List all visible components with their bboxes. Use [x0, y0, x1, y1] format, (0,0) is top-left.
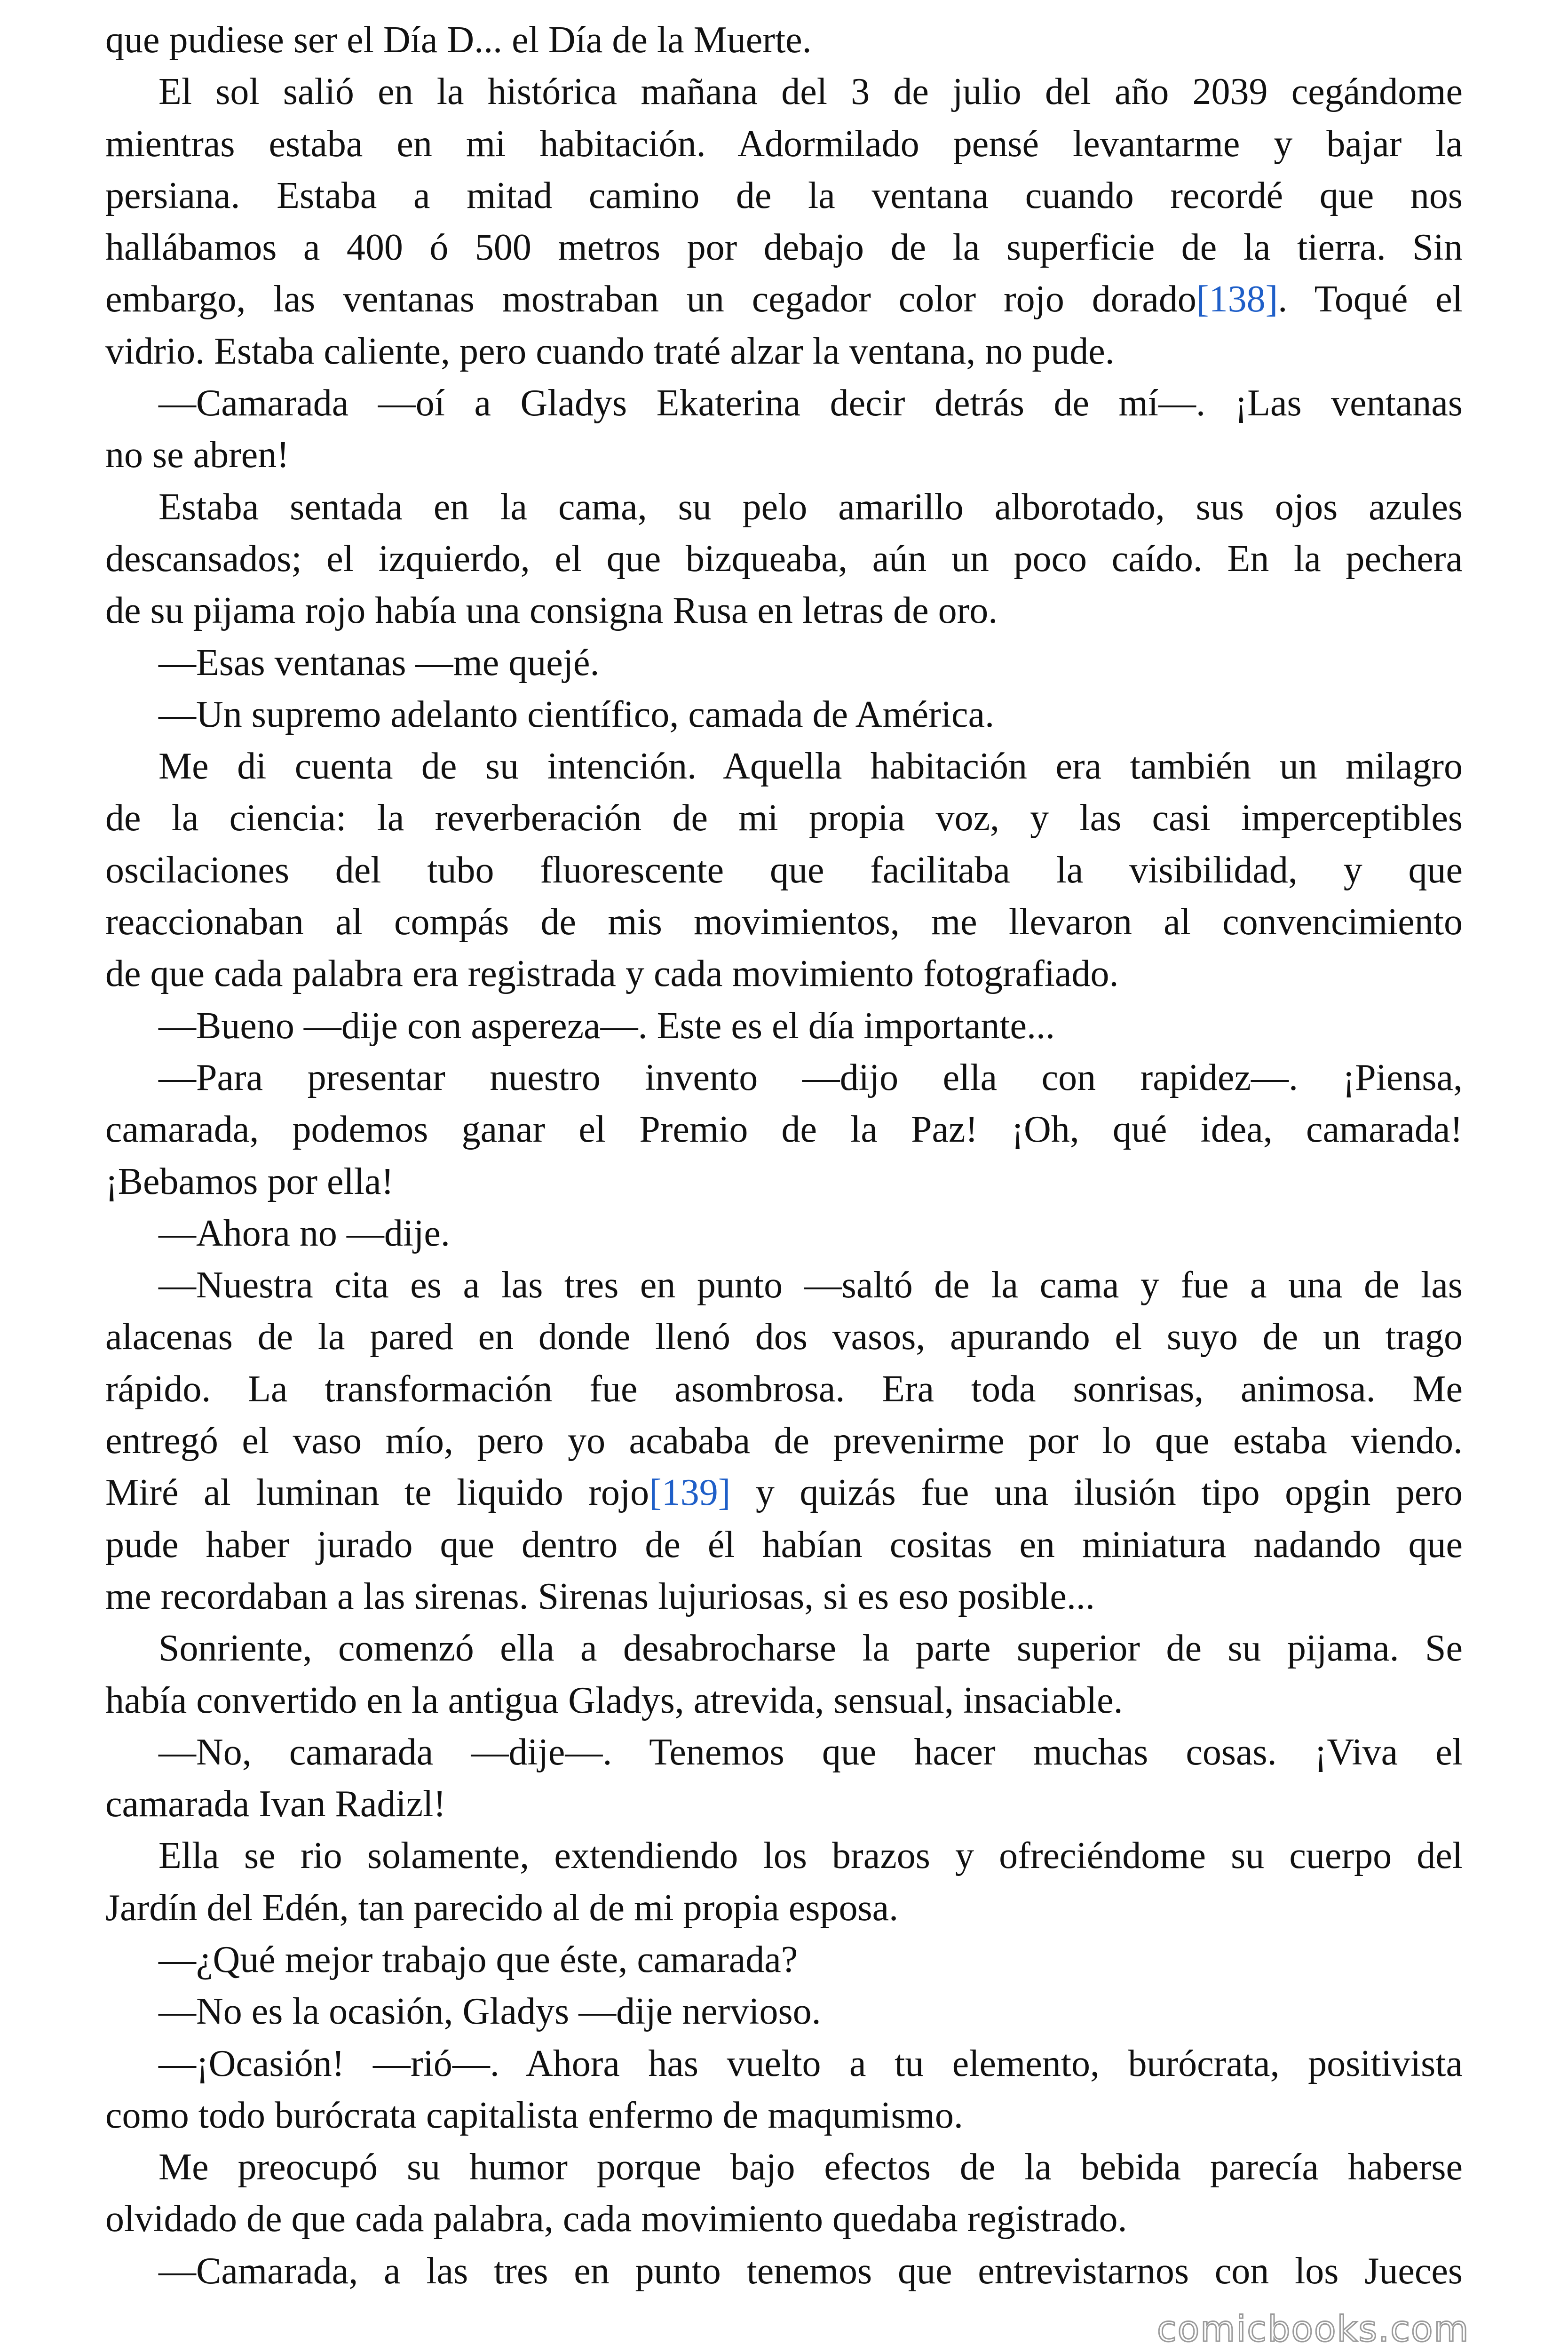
text-line	[105, 1571, 1463, 1622]
line-text: camarada Ivan Radizl!	[105, 1783, 446, 1825]
line-text: —Un supremo adelanto científico, camada de América.	[158, 693, 995, 735]
line-text: vidrio. Estaba caliente, pero cuando traté alzar la ventana, no pude.	[105, 330, 1115, 372]
line-text: —Para presentar nuestro invento —dijo ella con rapidez—. ¡Piensa,	[158, 1057, 1463, 1098]
line-text: descansados; el izquierdo, el que bizqueaba, aún un poco caído. En la pechera	[105, 538, 1463, 580]
text-line	[105, 2038, 1463, 2090]
line-text: rápido. La transformación fue asombrosa. Era toda sonrisas, animosa. Me	[105, 1368, 1463, 1410]
line-text: no se abren!	[105, 434, 289, 476]
line-text: de que cada palabra era registrada y cada movimiento fotografiado.	[105, 953, 1119, 995]
text-line	[105, 948, 1463, 1000]
text-line	[105, 2090, 1463, 2141]
line-text: —Ahora no —dije.	[158, 1212, 450, 1254]
watermark: comicbooks.com	[1157, 2308, 1470, 2350]
text-line	[105, 1519, 1463, 1571]
line-text: ¡Bebamos por ella!	[105, 1160, 394, 1202]
line-text: —¿Qué mejor trabajo que éste, camarada?	[158, 1939, 798, 1980]
text-line	[105, 118, 1463, 170]
text-line	[105, 689, 1463, 740]
line-text: —Camarada, a las tres en punto tenemos que entrevistarnos con los Jueces	[158, 2250, 1463, 2292]
line-text: Estaba sentada en la cama, su pelo amarillo alborotado, sus ojos azules	[158, 486, 1463, 528]
text-line	[105, 792, 1463, 844]
text-line	[105, 740, 1463, 792]
line-text-after-footnote: . Toqué el	[1278, 278, 1463, 320]
line-text: —¡Ocasión! —rió—. Ahora has vuelto a tu elemento, burócrata, positivista	[158, 2042, 1463, 2084]
line-text: —Nuestra cita es a las tres en punto —saltó de la cama y fue a una de las	[158, 1264, 1463, 1306]
text-line	[105, 1467, 1463, 1518]
line-text: oscilaciones del tubo fluorescente que facilitaba la visibilidad, y que	[105, 849, 1463, 891]
text-line	[105, 1986, 1463, 2037]
text-line	[105, 1622, 1463, 1674]
text-line	[105, 1726, 1463, 1778]
line-text: embargo, las ventanas mostraban un cegador color rojo dorado	[105, 278, 1196, 320]
text-line	[105, 2193, 1463, 2245]
line-text: —No es la ocasión, Gladys —dije nervioso.	[158, 1991, 821, 2033]
line-text: persiana. Estaba a mitad camino de la ventana cuando recordé que nos	[105, 175, 1463, 216]
line-text: El sol salió en la histórica mañana del 3 de julio del año 2039 cegándome	[158, 71, 1463, 113]
line-text-after-footnote: y quizás fue una ilusión tipo opgin pero	[730, 1472, 1463, 1514]
line-text: que pudiese ser el Día D... el Día de la Muerte.	[105, 19, 812, 61]
text-line	[105, 1830, 1463, 1882]
text-line	[105, 844, 1463, 896]
line-text: hallábamos a 400 ó 500 metros por debajo de la superficie de la tierra. Sin	[105, 227, 1463, 269]
text-line	[105, 1675, 1463, 1726]
text-line	[105, 1259, 1463, 1311]
line-text: entregó el vaso mío, pero yo acababa de prevenirme por lo que estaba viendo.	[105, 1420, 1463, 1462]
line-text: olvidado de que cada palabra, cada movimiento quedaba registrado.	[105, 2198, 1127, 2240]
text-line	[105, 429, 1463, 481]
line-text: de la ciencia: la reverberación de mi propia voz, y las casi imperceptibles	[105, 797, 1463, 839]
line-text: como todo burócrata capitalista enfermo de maqumismo.	[105, 2094, 963, 2136]
text-line	[105, 1311, 1463, 1363]
text-line	[105, 896, 1463, 948]
text-line	[105, 1208, 1463, 1259]
line-text: mientras estaba en mi habitación. Adormilado pensé levantarme y bajar la	[105, 123, 1463, 165]
line-text: reaccionaban al compás de mis movimientos, me llevaron al convencimiento	[105, 901, 1463, 943]
line-text: —Esas ventanas —me quejé.	[158, 642, 600, 683]
line-text: Ella se rio solamente, extendiendo los brazos y ofreciéndome su cuerpo del	[158, 1835, 1463, 1877]
text-line	[105, 1052, 1463, 1104]
line-text: Jardín del Edén, tan parecido al de mi propia esposa.	[105, 1887, 899, 1929]
text-line	[105, 1156, 1463, 1208]
line-text: —Camarada —oí a Gladys Ekaterina decir detrás de mí—. ¡Las ventanas	[158, 382, 1463, 424]
line-text: había convertido en la antigua Gladys, atrevida, sensual, insaciable.	[105, 1679, 1123, 1721]
line-text: —No, camarada —dije—. Tenemos que hacer muchas cosas. ¡Viva el	[158, 1731, 1463, 1773]
text-line	[105, 222, 1463, 273]
line-text: Sonriente, comenzó ella a desabrocharse la parte superior de su pijama. Se	[158, 1628, 1463, 1669]
text-line	[105, 1882, 1463, 1934]
line-text: Me preocupó su humor porque bajo efectos de la bebida parecía haberse	[158, 2146, 1463, 2188]
footnote-link[interactable]: [139]	[649, 1472, 731, 1514]
line-text: Me di cuenta de su intención. Aquella habitación era también un milagro	[158, 746, 1463, 787]
line-text: me recordaban a las sirenas. Sirenas lujuriosas, si es eso posible...	[105, 1575, 1095, 1617]
text-line	[105, 1363, 1463, 1415]
footnote-link[interactable]: [138]	[1196, 278, 1278, 320]
text-line	[105, 585, 1463, 636]
text-line	[105, 14, 1463, 66]
line-text: de su pijama rojo había una consigna Rusa en letras de oro.	[105, 590, 998, 632]
book-page	[105, 14, 1463, 2297]
text-line	[105, 170, 1463, 222]
text-line	[105, 377, 1463, 429]
line-text: camarada, podemos ganar el Premio de la Paz! ¡Oh, qué idea, camarada!	[105, 1109, 1463, 1151]
text-line	[105, 2245, 1463, 2297]
text-line	[105, 1104, 1463, 1155]
text-line	[105, 1000, 1463, 1052]
text-line	[105, 1415, 1463, 1467]
text-line	[105, 533, 1463, 585]
line-text: Miré al luminan te liquido rojo	[105, 1472, 649, 1514]
line-text: —Bueno —dije con aspereza—. Este es el día importante...	[158, 1005, 1055, 1047]
line-text: alacenas de la pared en donde llenó dos vasos, apurando el suyo de un trago	[105, 1316, 1463, 1358]
text-line	[105, 66, 1463, 118]
line-text: pude haber jurado que dentro de él habían cositas en miniatura nadando que	[105, 1524, 1463, 1565]
text-line	[105, 2141, 1463, 2193]
text-line	[105, 481, 1463, 533]
text-line	[105, 326, 1463, 377]
text-line	[105, 1934, 1463, 1986]
text-line	[105, 273, 1463, 325]
text-line	[105, 637, 1463, 689]
text-line	[105, 1778, 1463, 1830]
